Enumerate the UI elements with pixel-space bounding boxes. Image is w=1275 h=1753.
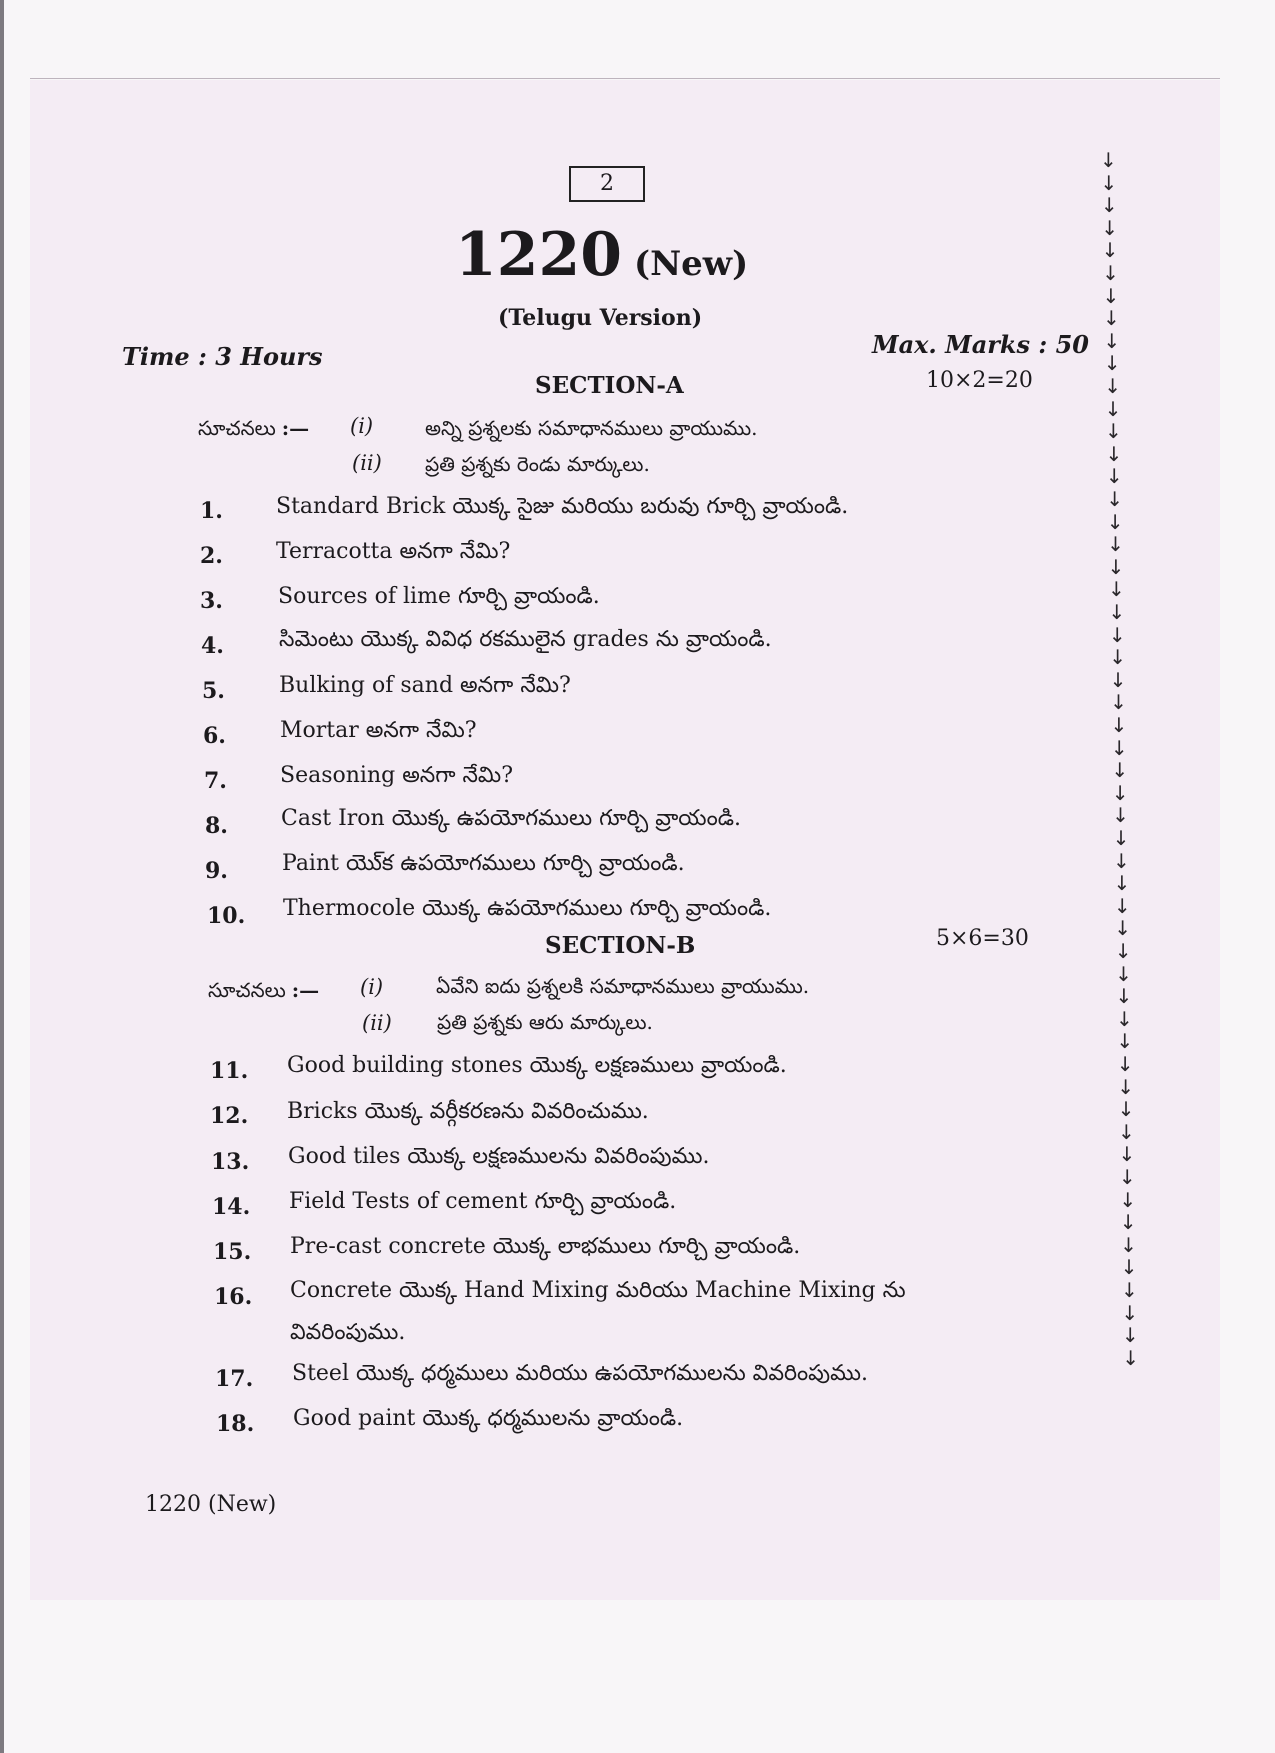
down-arrow-mark: ↓	[1108, 622, 1126, 647]
down-arrow-mark: ↓	[1103, 351, 1121, 376]
question-text: Bulking of sand అనగా నేమి?	[279, 673, 571, 698]
down-arrow-mark: ↓	[1117, 1097, 1135, 1122]
down-arrow-mark: ↓	[1101, 215, 1119, 240]
down-arrow-mark: ↓	[1118, 1119, 1135, 1144]
down-arrow-mark: ↓	[1107, 554, 1125, 579]
note-label-text: సూచనలు	[198, 416, 276, 440]
footer-paper-code: 1220 (New)	[145, 1492, 277, 1517]
question-number: 17.	[215, 1366, 254, 1392]
down-arrow-mark: ↓	[1104, 396, 1122, 421]
down-arrow-mark: ↓	[1110, 690, 1127, 715]
down-arrow-mark: ↓	[1102, 306, 1120, 331]
paper-code-suffix: (New)	[634, 244, 749, 284]
down-arrow-mark: ↓	[1106, 509, 1124, 534]
question-text: Concrete యొక్క Hand Mixing మరియు Machine Mixing ను	[290, 1278, 906, 1303]
question-number: 6.	[203, 723, 226, 749]
down-arrow-mark: ↓	[1105, 441, 1123, 466]
section-b-title: SECTION-B	[545, 932, 696, 959]
question-number: 5.	[202, 678, 225, 704]
question-text: Cast Iron యొక్క ఉపయోగములు గూర్చి వ్రాయండి.	[281, 806, 741, 831]
down-arrow-mark: ↓	[1105, 464, 1123, 489]
question-text: Thermocole యొక్క ఉపయోగములు గూర్చి వ్రాయండి.	[283, 896, 772, 921]
down-arrow-mark: ↓	[1111, 780, 1129, 805]
down-arrow-mark: ↓	[1122, 1345, 1140, 1370]
down-arrow-mark: ↓	[1115, 1006, 1133, 1031]
question-text: Steel యొక్క ధర్మములు మరియు ఉపయోగములను వివరింపుము.	[292, 1361, 868, 1386]
question-text: Seasoning అనగా నేమి?	[280, 763, 514, 788]
question-number: 9.	[205, 858, 228, 884]
down-arrow-mark: ↓	[1111, 758, 1129, 783]
down-arrow-mark: ↓	[1114, 939, 1132, 963]
question-text-continuation: వివరింపుము.	[290, 1320, 406, 1345]
question-text: Field Tests of cement గూర్చి వ్రాయండి.	[289, 1189, 677, 1214]
question-number: 1.	[200, 498, 223, 524]
down-arrow-mark: ↓	[1121, 1300, 1139, 1325]
down-arrow-mark: ↓	[1115, 984, 1133, 1009]
margin-arrows	[1100, 150, 1140, 1470]
down-arrow-mark: ↓	[1100, 170, 1118, 195]
down-arrow-mark: ↓	[1119, 1210, 1137, 1235]
down-arrow-mark: ↓	[1113, 848, 1130, 873]
question-number: 12.	[210, 1103, 249, 1129]
down-arrow-mark: ↓	[1100, 193, 1118, 218]
down-arrow-mark: ↓	[1101, 238, 1119, 263]
note-separator: :—	[281, 416, 310, 440]
down-arrow-mark: ↓	[1120, 1255, 1138, 1280]
question-number: 8.	[205, 813, 228, 839]
down-arrow-mark: ↓	[1103, 328, 1121, 353]
question-number: 2.	[200, 543, 223, 569]
down-arrow-mark: ↓	[1116, 1029, 1134, 1054]
down-arrow-mark: ↓	[1119, 1187, 1137, 1212]
down-arrow-mark: ↓	[1106, 487, 1124, 511]
down-arrow-mark: ↓	[1109, 645, 1126, 670]
page-number: 2	[569, 166, 645, 202]
down-arrow-mark: ↓	[1121, 1323, 1139, 1348]
section-a-marks: 10×2=20	[926, 368, 1033, 393]
page-top-edge	[30, 78, 1220, 79]
question-text: Sources of lime గూర్చి వ్రాయండి.	[278, 584, 600, 609]
max-marks: Max. Marks : 50	[872, 330, 1090, 359]
down-arrow-mark: ↓	[1121, 1278, 1138, 1302]
question-number: 4.	[201, 633, 224, 659]
section-b-note-2-text: ప్రతి ప్రశ్నకు ఆరు మార్కులు.	[437, 1010, 653, 1034]
section-a-note-2-num: (ii)	[352, 451, 382, 475]
question-text: Bricks యొక్క వర్గీకరణను వివరించుము.	[287, 1099, 649, 1124]
question-text: Pre-cast concrete యొక్క లాభములు గూర్చి వ్రాయండి.	[290, 1234, 801, 1259]
down-arrow-mark: ↓	[1108, 600, 1126, 624]
down-arrow-mark: ↓	[1110, 713, 1128, 737]
down-arrow-mark: ↓	[1102, 283, 1120, 308]
note-label-text: సూచనలు	[208, 978, 286, 1002]
section-b-note-2-num: (ii)	[362, 1011, 392, 1035]
down-arrow-mark: ↓	[1102, 261, 1119, 285]
down-arrow-mark: ↓	[1104, 374, 1121, 398]
question-text: Standard Brick యొక్క సైజు మరియు బరువు గూర్చి వ్రాయండి.	[276, 494, 849, 519]
down-arrow-mark: ↓	[1115, 961, 1132, 986]
section-b-note-label	[208, 978, 325, 1007]
time-allowed: Time : 3 Hours	[122, 342, 323, 371]
section-a-note-2-text: ప్రతి ప్రశ్నకు రెండు మార్కులు.	[425, 452, 650, 476]
section-b-note-1-text: ఏవేని ఐదు ప్రశ్నలకి సమాధానములు వ్రాయుము.	[436, 974, 810, 998]
down-arrow-mark: ↓	[1112, 826, 1130, 850]
section-a-note-label	[198, 416, 315, 445]
down-arrow-mark: ↓	[1114, 916, 1132, 941]
question-text: Paint యొ్క ఉపయోగములు గూర్చి వ్రాయండి.	[282, 851, 685, 876]
down-arrow-mark: ↓	[1120, 1232, 1137, 1257]
down-arrow-mark: ↓	[1107, 577, 1125, 602]
question-number: 18.	[216, 1411, 255, 1437]
section-b-marks: 5×6=30	[936, 926, 1029, 951]
down-arrow-mark: ↓	[1116, 1052, 1134, 1076]
question-number: 14.	[212, 1194, 251, 1220]
version-label: (Telugu Version)	[498, 305, 703, 331]
down-arrow-mark: ↓	[1107, 532, 1124, 557]
down-arrow-mark: ↓	[1100, 148, 1117, 172]
down-arrow-mark: ↓	[1110, 735, 1128, 760]
question-number: 7.	[204, 768, 227, 794]
down-arrow-mark: ↓	[1113, 893, 1131, 918]
down-arrow-mark: ↓	[1117, 1074, 1134, 1099]
question-number: 11.	[210, 1058, 249, 1084]
scan-left-edge	[0, 0, 4, 1753]
question-number: 10.	[207, 903, 246, 929]
paper-code-number: 1220	[455, 220, 622, 290]
down-arrow-mark: ↓	[1109, 667, 1127, 692]
section-a-note-1-text: అన్ని ప్రశ్నలకు సమాధానములు వ్రాయుము.	[425, 416, 758, 440]
section-a-note-1-num: (i)	[350, 414, 374, 438]
question-text: Good building stones యొక్క లక్షణములు వ్రాయండి.	[287, 1053, 787, 1078]
question-number: 16.	[214, 1284, 253, 1310]
down-arrow-mark: ↓	[1118, 1142, 1136, 1167]
down-arrow-mark: ↓	[1112, 803, 1129, 828]
question-text: Good paint యొక్క ధర్మములను వ్రాయండి.	[293, 1406, 684, 1431]
question-text: Terracotta అనగా నేమి?	[276, 539, 511, 564]
note-separator: :—	[291, 978, 320, 1002]
question-text: Good tiles యొక్క లక్షణములను వివరింపుము.	[288, 1144, 710, 1169]
question-text: సిమెంటు యొక్క వివిధ రకములైన grades ను వ్రాయండి.	[279, 627, 772, 652]
section-a-title: SECTION-A	[535, 372, 684, 399]
question-text: Mortar అనగా నేమి?	[280, 718, 477, 743]
section-b-note-1-num: (i)	[360, 975, 384, 999]
question-number: 13.	[211, 1149, 250, 1175]
question-number: 3.	[200, 588, 223, 614]
down-arrow-mark: ↓	[1118, 1165, 1136, 1189]
question-number: 15.	[213, 1239, 252, 1265]
down-arrow-mark: ↓	[1113, 871, 1131, 896]
down-arrow-mark: ↓	[1105, 419, 1122, 444]
paper-code	[455, 220, 748, 290]
